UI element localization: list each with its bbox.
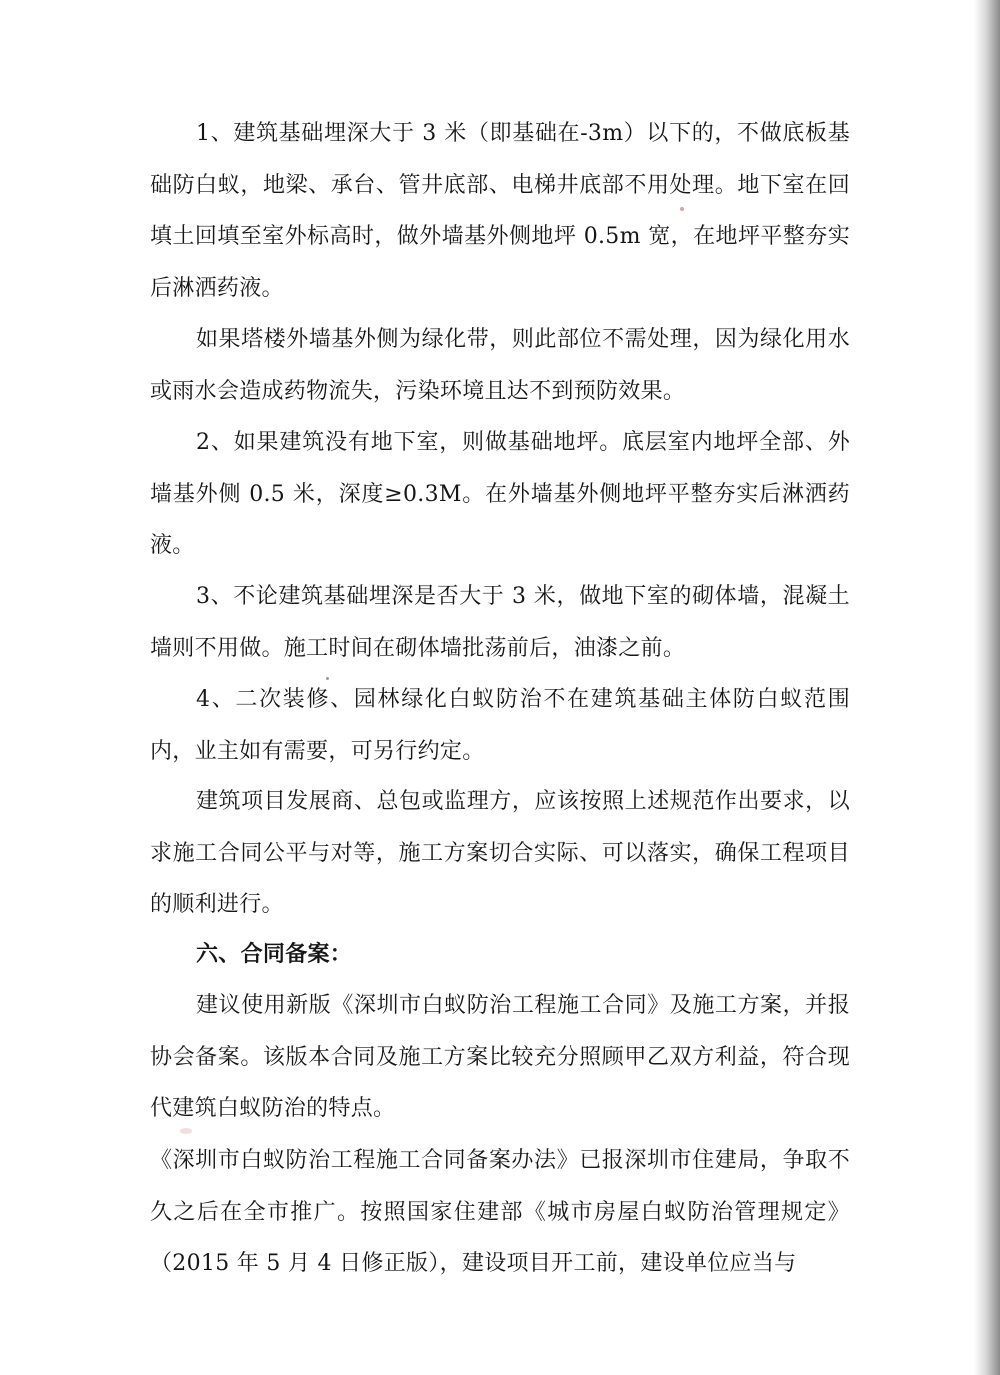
paragraph-basement-foundation: 1、建筑基础埋深大于 3 米（即基础在-3m）以下的，不做底板基础防白蚁，地梁、承台、管井底部、电梯井底部不用处理。地下室在回填土回填至室外标高时，做外墙基外侧地坪 0.5m 宽，在地坪平整夯实后淋洒药液。 <box>150 121 850 301</box>
paragraph-developer-requirements: 建筑项目发展商、总包或监理方，应该按照上述规范作出要求，以求施工合同公平与对等，施工方案切合实际、可以落实，确保工程项目的顺利进行。 <box>150 789 850 917</box>
scan-page-edge <box>974 0 1000 1375</box>
scan-speck <box>326 677 329 680</box>
paragraph-green-belt: 如果塔楼外墙基外侧为绿化带，则此部位不需处理，因为绿化用水或雨水会造成药物流失，污染环境且达不到预防效果。 <box>150 327 850 404</box>
paragraph-new-contract: 建议使用新版《深圳市白蚁防治工程施工合同》及施工方案，并报协会备案。该版本合同及施工方案比较充分照顾甲乙双方利益，符合现代建筑白蚁防治的特点。 <box>150 993 850 1121</box>
paragraph-filing-measures: 《深圳市白蚁防治工程施工合同备案办法》已报深圳市住建局，争取不久之后在全市推广。按照国家住建部《城市房屋白蚁防治管理规定》（2015 年 5 月 4 日修正版），建设项目开工前，建设单位应当与 <box>150 1148 850 1276</box>
scan-speck <box>680 207 684 211</box>
paragraph-renovation: 4、二次装修、园林绿化白蚁防治不在建筑基础主体防白蚁范围内，业主如有需要，可另行约定。 <box>150 687 850 764</box>
paragraph-masonry-wall: 3、不论建筑基础埋深是否大于 3 米，做地下室的砌体墙，混凝土墙则不用做。施工时间在砌体墙批荡前后，油漆之前。 <box>150 584 850 661</box>
section-heading-contract-filing: 六、合同备案： <box>196 941 353 967</box>
paragraph-no-basement: 2、如果建筑没有地下室，则做基础地坪。底层室内地坪全部、外墙基外侧 0.5 米，深度≥0.3M。在外墙基外侧地坪平整夯实后淋洒药液。 <box>150 430 850 558</box>
scan-speck <box>180 1128 192 1134</box>
